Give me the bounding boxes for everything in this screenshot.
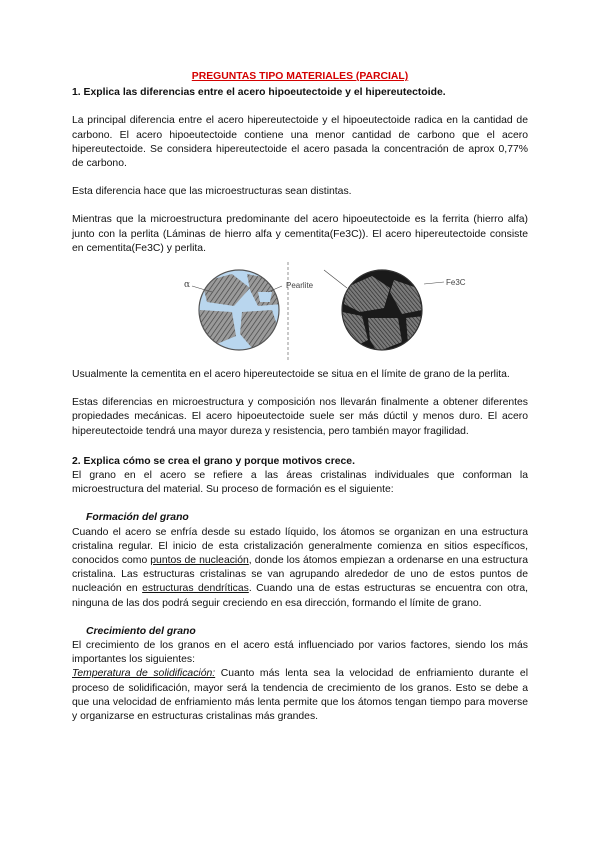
solidification-temperature-term: Temperatura de solidificación: <box>72 668 216 680</box>
subheading-growth: Crecimiento del grano <box>86 625 196 637</box>
growth-intro: El crecimiento de los granos en el acero está influenciado por varios factores, siendo los más importantes los siguientes: <box>72 640 528 666</box>
pearlite-label: Pearlite <box>286 281 314 291</box>
fe3c-label: Fe3C <box>446 278 466 288</box>
dendritic-structures-term: estructuras dendríticas <box>142 583 249 595</box>
q1-paragraph-5: Estas diferencias en microestructura y composición nos llevarán finalmente a obtener diferentes propiedades mecánicas. El acero hipoeutectoide suele ser más dúctil y menos duro. El acero hipereutectoide tendrá una mayor dureza y resistencia, pero también mayor fragilidad. <box>72 397 528 437</box>
formation-paragraph: Cuando el acero se enfría desde su estado líquido, los átomos se organizan en una estructura cristalina regular. El inicio de esta cristalización generalmente comienza en sitios específicos, conocidos como puntos de nucleación, donde los átomos empiezan a ordenarse en una estructura cristalina. Las estructuras cristalinas se van agrupando alrededor de uno de estos puntos de nucleación en estructuras dendríticas. Cuando una de estas estructuras se encuentra con otra, ninguna de las dos podrá seguir creciendo en esa dirección, formando el límite de grano. <box>72 526 528 609</box>
document-page <box>72 70 528 724</box>
nucleation-points-term: puntos de nucleación <box>150 555 249 567</box>
q1-paragraph-1: La principal diferencia entre el acero hipereutectoide y el hipoeutectoide radica en la cantidad de carbono. El acero hipoeutectoide contiene una menor cantidad de carbono que el acero hipereutectoide. Se considera hipereutectoide el acero pasada la concentración de aprox 0,77% de carbono. <box>72 115 528 170</box>
growth-temperature-paragraph: Temperatura de solidificación: Cuanto más lenta sea la velocidad de enfriamiento durante el proceso de solidificación, mayor será la tendencia de crecimiento de los granos. Esto se debe a que una velocidad de enfriamiento más lenta permite que los átomos tengan tiempo para moverse y organizarse en estructuras cristalinas más grandes. <box>72 668 528 723</box>
q1-paragraph-4: Usualmente la cementita en el acero hipereutectoide se situa en el límite de grano de la perlita. <box>72 369 510 381</box>
hypereutectoid-micrograph <box>332 262 432 362</box>
question-2-heading: 2. Explica cómo se crea el grano y porque motivos crece. <box>72 455 355 467</box>
microstructure-figure <box>72 262 528 362</box>
hypoeutectoid-micrograph <box>192 262 292 362</box>
q2-intro: El grano en el acero se refiere a las áreas cristalinas individuales que conforman la microestructura del material. Su proceso de formación es el siguiente: <box>72 470 528 496</box>
alpha-label: α <box>184 280 191 291</box>
q1-paragraph-3: Mientras que la microestructura predominante del acero hipoeutectoide es la ferrita (hierro alfa) junto con la perlita (Láminas de hierro alfa y cementita(Fe3C)). El acero hipereutectoide consiste en cementita(Fe3C) y perlita. <box>72 214 528 254</box>
q1-paragraph-2: Esta diferencia hace que las microestructuras sean distintas. <box>72 186 352 198</box>
subheading-formation: Formación del grano <box>86 512 189 524</box>
page-title: PREGUNTAS TIPO MATERIALES (PARCIAL) <box>191 71 409 82</box>
question-1-heading: 1. Explica las diferencias entre el acero hipoeutectoide y el hipereutectoide. <box>72 87 446 99</box>
